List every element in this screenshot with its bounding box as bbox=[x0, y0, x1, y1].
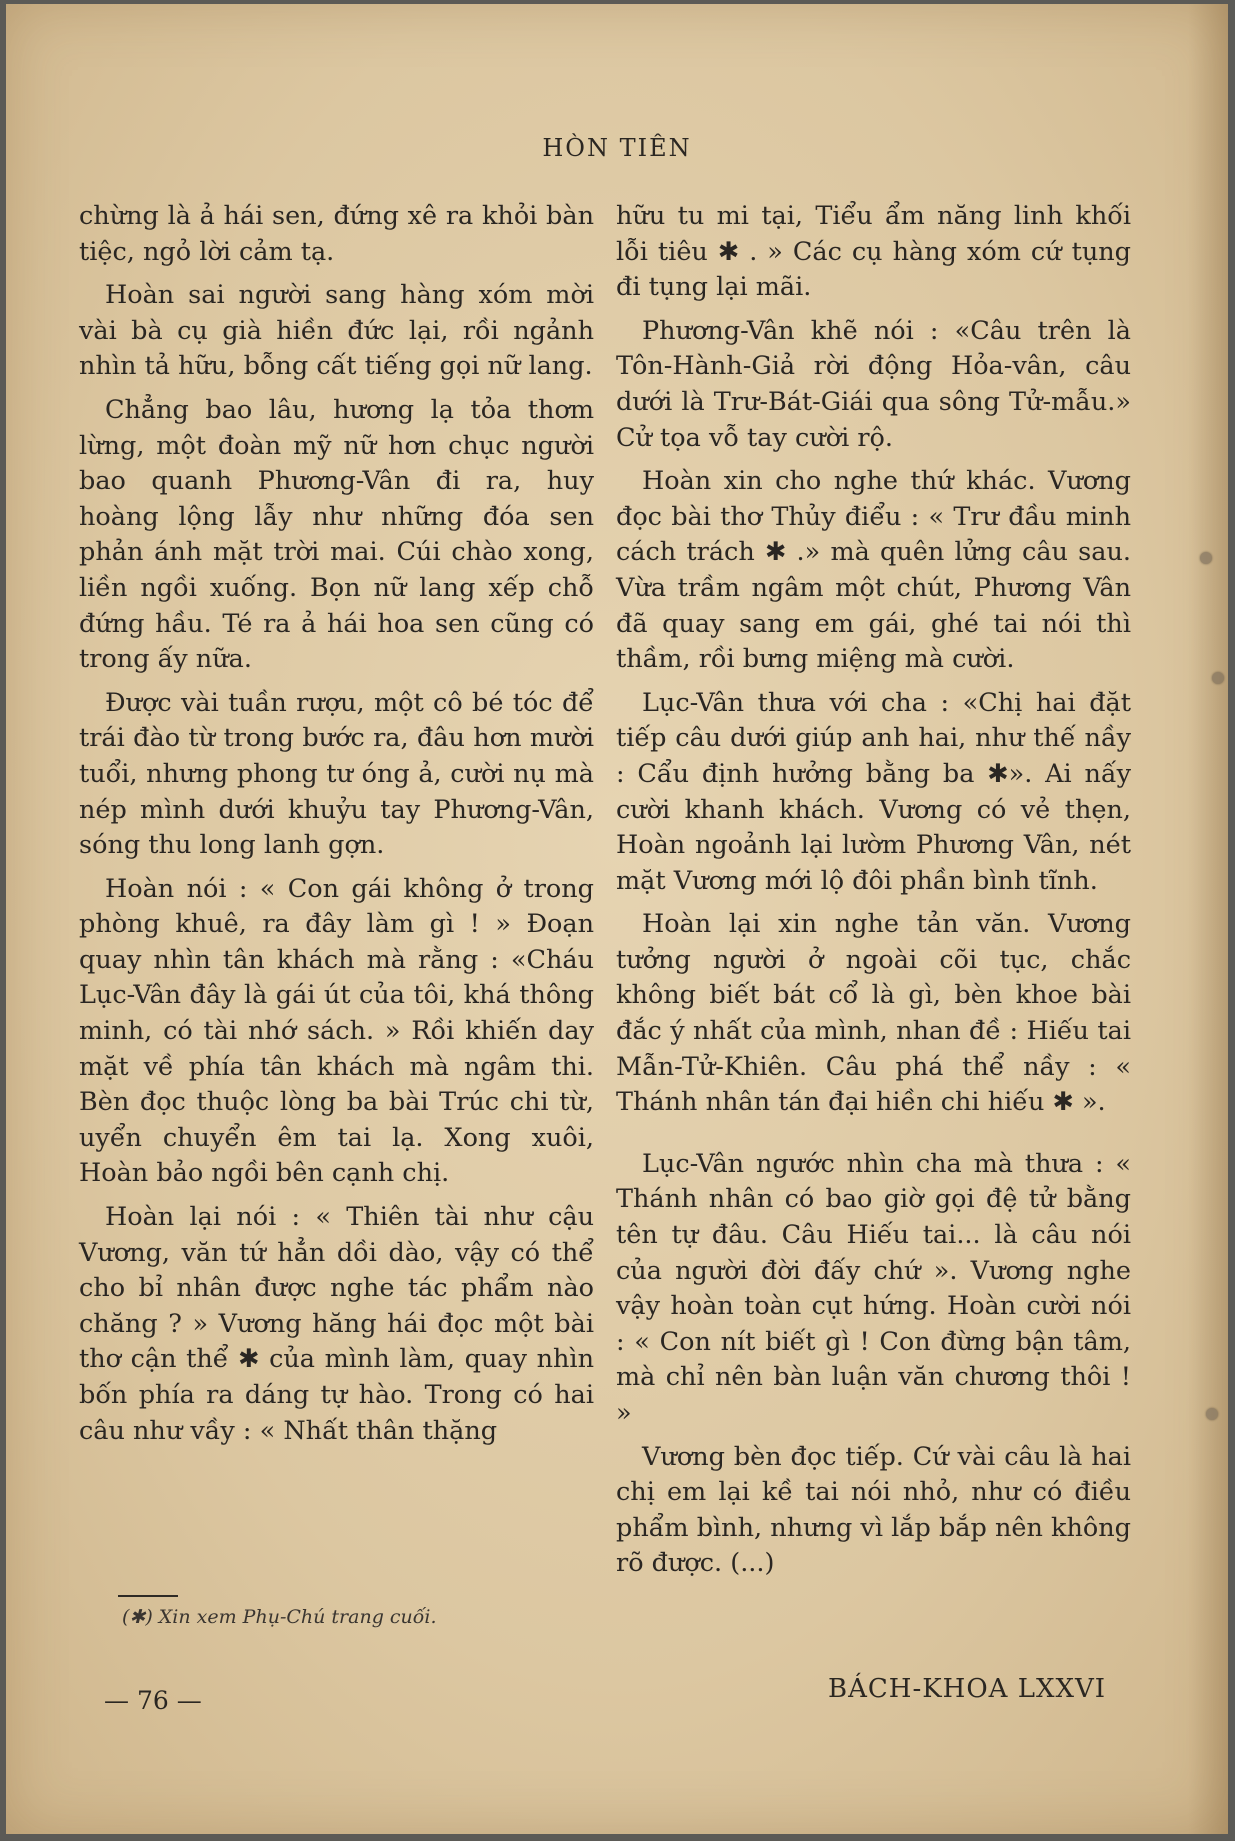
paragraph: Lục-Vân ngước nhìn cha mà thưa : « Thánh nhân có bao giờ gọi đệ tử bằng tên tự đâu. Câu Hiếu tai... là câu nói của người đời đấy chứ ». Vương nghe vậy hoàn toàn cụt hứng. Hoàn cười nói : « Con nít biết gì ! Con đừng bận tâm, mà chỉ nên bàn luận văn chương thôi ! » bbox=[616, 1148, 1131, 1428]
paragraph: Hoàn xin cho nghe thứ khác. Vương đọc bài thơ Thủy điểu : « Trư đầu minh cách trách ✱ .» mà quên lửng câu sau. Vừa trầm ngâm một chút, Phương Vân đã quay sang em gái, ghé tai nói thì thầm, rồi bưng miệng mà cười. bbox=[616, 466, 1131, 675]
paragraph: Hoàn lại xin nghe tản văn. Vương tưởng người ở ngoài cõi tục, chắc không biết bát cổ là gì, bèn khoe bài đắc ý nhất của mình, nhan đề : Hiếu tai Mẫn-Tử-Khiên. Câu phá thể nầy : « Thánh nhân tán đại hiền chi hiếu ✱ ». bbox=[616, 909, 1131, 1118]
paragraph: chừng là ả hái sen, đứng xê ra khỏi bàn tiệc, ngỏ lời cảm tạ. bbox=[79, 201, 594, 267]
paragraph: hữu tu mi tại, Tiểu ẩm năng linh khối lỗi tiêu ✱ . » Các cụ hàng xóm cứ tụng đi tụng lại mãi. bbox=[616, 201, 1131, 303]
left-column bbox=[79, 199, 594, 1457]
binding-hole-icon bbox=[1200, 552, 1212, 564]
paragraph: Hoàn sai người sang hàng xóm mời vài bà cụ già hiền đức lại, rồi ngảnh nhìn tả hữu, bỗng cất tiếng gọi nữ lang. bbox=[79, 280, 594, 382]
binding-hole-icon bbox=[1212, 672, 1224, 684]
paragraph: Được vài tuần rượu, một cô bé tóc để trái đào từ trong bước ra, đâu hơn mười tuổi, nhưng phong tư óng ả, cười nụ mà nép mình dưới khuỷu tay Phương-Vân, sóng thu long lanh gợn. bbox=[79, 687, 594, 861]
paragraph: Chẳng bao lâu, hương lạ tỏa thơm lừng, một đoàn mỹ nữ hơn chục người bao quanh Phương-Vân đi ra, huy hoàng lộng lẫy như những đóa sen phản ánh mặt trời mai. Cúi chào xong, liền ngồi xuống. Bọn nữ lang xếp chỗ đứng hầu. Té ra ả hái hoa sen cũng có trong ấy nữa. bbox=[79, 394, 594, 675]
paragraph: Hoàn nói : « Con gái không ở trong phòng khuê, ra đây làm gì ! » Đoạn quay nhìn tân khách mà rằng : «Cháu Lục-Vân đây là gái út của tôi, khá thông minh, có tài nhớ sách. » Rồi khiến day mặt về phía tân khách mà ngâm thi. Bèn đọc thuộc lòng ba bài Trúc chi từ, uyển chuyển êm tai lạ. Xong xuôi, Hoàn bảo ngồi bên cạnh chị. bbox=[79, 873, 594, 1189]
running-head: HÒN TIÊN bbox=[542, 134, 692, 162]
paragraph: Lục-Vân thưa với cha : «Chị hai đặt tiếp câu dưới giúp anh hai, như thế nầy : Cẩu định hưởng bằng ba ✱». Ai nấy cười khanh khách. Vương có vẻ thẹn, Hoàn ngoảnh lại lườm Phương Vân, nét mặt Vương mới lộ đôi phần bình tĩnh. bbox=[616, 687, 1131, 896]
book-page bbox=[6, 4, 1228, 1834]
footnote-rule bbox=[118, 1595, 178, 1597]
page-number: — 76 — bbox=[104, 1686, 202, 1715]
paragraph: Phương-Vân khẽ nói : «Câu trên là Tôn-Hành-Giả rời động Hỏa-vân, câu dưới là Trư-Bát-Giái qua sông Tử-mẫu.» Cử tọa vỗ tay cười rộ. bbox=[616, 315, 1131, 453]
right-column bbox=[616, 199, 1131, 1590]
paragraph: Vương bèn đọc tiếp. Cứ vài câu là hai chị em lại kề tai nói nhỏ, như có điều phẩm bình, nhưng vì lắp bắp nên không rõ được. (...) bbox=[616, 1441, 1131, 1579]
footnote: (✱) Xin xem Phụ-Chú trang cuối. bbox=[122, 1606, 437, 1628]
journal-name: BÁCH-KHOA LXXVI bbox=[828, 1674, 1107, 1704]
binding-hole-icon bbox=[1206, 1408, 1218, 1420]
paragraph: Hoàn lại nói : « Thiên tài như cậu Vương, văn tứ hẳn dồi dào, vậy có thể cho bỉ nhân được nghe tác phẩm nào chăng ? » Vương hăng hái đọc một bài thơ cận thể ✱ của mình làm, quay nhìn bốn phía ra dáng tự hào. Trong có hai câu như vầy : « Nhất thân thặng bbox=[79, 1202, 594, 1446]
